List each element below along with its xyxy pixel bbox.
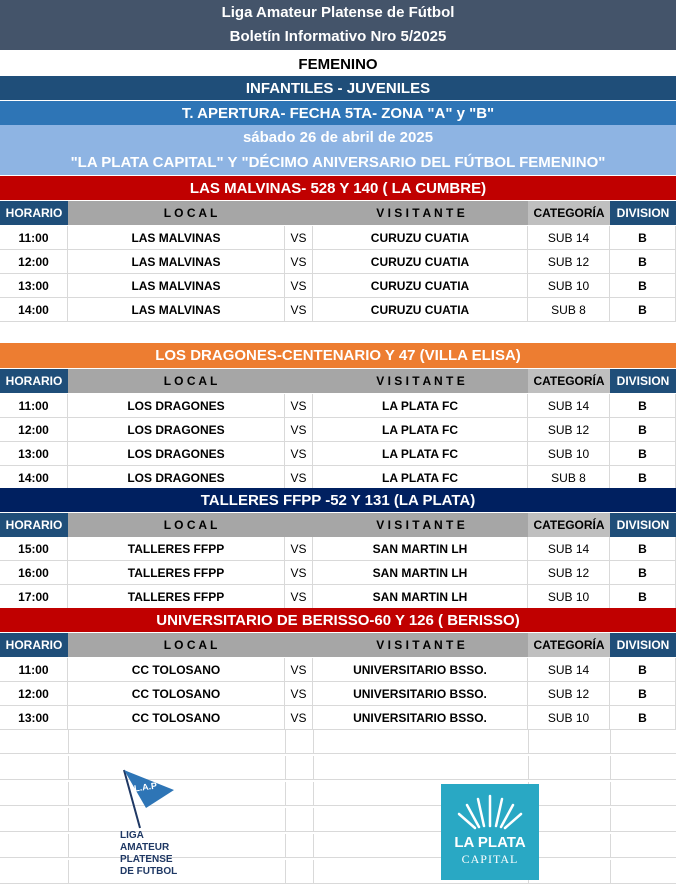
la-plata-capital-logo bbox=[441, 784, 539, 880]
col-division: DIVISION bbox=[610, 513, 676, 537]
match-division: B bbox=[610, 418, 676, 442]
match-time: 13:00 bbox=[0, 442, 68, 466]
match-time: 16:00 bbox=[0, 561, 68, 585]
match-division: B bbox=[610, 585, 676, 609]
empty-row bbox=[0, 834, 676, 858]
table-row bbox=[0, 658, 676, 682]
date-label: sábado 26 de abril de 2025 bbox=[0, 125, 676, 150]
bulletin-number: Boletín Informativo Nro 5/2025 bbox=[229, 28, 447, 45]
col-visitante: V I S I T A N T E bbox=[376, 518, 465, 532]
home-team: LOS DRAGONES bbox=[68, 466, 285, 490]
match-category: SUB 8 bbox=[528, 466, 610, 490]
bulletin-title bbox=[0, 0, 676, 50]
empty-row bbox=[0, 782, 676, 806]
match-division: B bbox=[610, 298, 676, 322]
match-category: SUB 12 bbox=[528, 561, 610, 585]
vs-label: VS bbox=[285, 274, 313, 298]
match-time: 13:00 bbox=[0, 706, 68, 730]
match-division: B bbox=[610, 561, 676, 585]
col-local: L O C A L bbox=[163, 206, 218, 220]
vs-label: VS bbox=[285, 298, 313, 322]
match-division: B bbox=[610, 706, 676, 730]
table-row bbox=[0, 226, 676, 250]
away-team: CURUZU CUATIA bbox=[313, 298, 528, 322]
match-division: B bbox=[610, 658, 676, 682]
match-category: SUB 14 bbox=[528, 226, 610, 250]
col-categoria: CATEGORÍA bbox=[528, 513, 610, 537]
col-horario: HORARIO bbox=[0, 201, 68, 225]
col-division: DIVISION bbox=[610, 369, 676, 393]
col-local: L O C A L bbox=[163, 518, 218, 532]
match-time: 17:00 bbox=[0, 585, 68, 609]
lap-flag-text: L.A.P bbox=[133, 780, 158, 794]
venue-title-4: UNIVERSITARIO DE BERISSO-60 Y 126 ( BERISSO) bbox=[0, 608, 676, 632]
lap-text-3: PLATENSE bbox=[120, 854, 173, 865]
match-time: 11:00 bbox=[0, 394, 68, 418]
table-row bbox=[0, 537, 676, 561]
col-categoria: CATEGORÍA bbox=[528, 201, 610, 225]
col-categoria: CATEGORÍA bbox=[528, 633, 610, 657]
column-header-3 bbox=[0, 513, 676, 537]
match-division: B bbox=[610, 682, 676, 706]
table-row bbox=[0, 585, 676, 609]
level-label: INFANTILES - JUVENILES bbox=[0, 76, 676, 100]
col-visitante: V I S I T A N T E bbox=[376, 206, 465, 220]
column-header-1 bbox=[0, 201, 676, 225]
venue-title-3: TALLERES FFPP -52 Y 131 (LA PLATA) bbox=[0, 488, 676, 512]
match-category: SUB 10 bbox=[528, 706, 610, 730]
col-local: L O C A L bbox=[163, 374, 218, 388]
away-team: UNIVERSITARIO BSSO. bbox=[313, 682, 528, 706]
table-row bbox=[0, 394, 676, 418]
table-row bbox=[0, 418, 676, 442]
col-horario: HORARIO bbox=[0, 633, 68, 657]
home-team: LAS MALVINAS bbox=[68, 274, 285, 298]
match-time: 11:00 bbox=[0, 226, 68, 250]
match-category: SUB 8 bbox=[528, 298, 610, 322]
match-time: 12:00 bbox=[0, 682, 68, 706]
table-row bbox=[0, 298, 676, 322]
league-name: Liga Amateur Platense de Fútbol bbox=[221, 4, 455, 21]
vs-label: VS bbox=[285, 442, 313, 466]
venue-title-2: LOS DRAGONES-CENTENARIO Y 47 (VILLA ELISA) bbox=[0, 343, 676, 368]
empty-row bbox=[0, 730, 676, 754]
away-team: CURUZU CUATIA bbox=[313, 250, 528, 274]
lap-text-1: LIGA bbox=[120, 830, 144, 841]
table-row bbox=[0, 682, 676, 706]
match-time: 12:00 bbox=[0, 418, 68, 442]
empty-row bbox=[0, 756, 676, 780]
col-horario: HORARIO bbox=[0, 369, 68, 393]
table-row bbox=[0, 561, 676, 585]
home-team: LOS DRAGONES bbox=[68, 418, 285, 442]
match-time: 11:00 bbox=[0, 658, 68, 682]
match-time: 13:00 bbox=[0, 274, 68, 298]
column-header-2 bbox=[0, 369, 676, 393]
away-team: LA PLATA FC bbox=[313, 466, 528, 490]
home-team: CC TOLOSANO bbox=[68, 706, 285, 730]
table-row bbox=[0, 706, 676, 730]
table-row bbox=[0, 466, 676, 490]
match-category: SUB 10 bbox=[528, 585, 610, 609]
away-team: UNIVERSITARIO BSSO. bbox=[313, 706, 528, 730]
table-row bbox=[0, 250, 676, 274]
away-team: SAN MARTIN LH bbox=[313, 585, 528, 609]
vs-label: VS bbox=[285, 394, 313, 418]
match-time: 14:00 bbox=[0, 298, 68, 322]
match-category: SUB 12 bbox=[528, 418, 610, 442]
lap-text-2: AMATEUR bbox=[120, 842, 170, 853]
home-team: LOS DRAGONES bbox=[68, 394, 285, 418]
away-team: CURUZU CUATIA bbox=[313, 226, 528, 250]
match-division: B bbox=[610, 394, 676, 418]
away-team: SAN MARTIN LH bbox=[313, 561, 528, 585]
table-row bbox=[0, 442, 676, 466]
vs-label: VS bbox=[285, 250, 313, 274]
empty-row bbox=[0, 808, 676, 832]
col-horario: HORARIO bbox=[0, 513, 68, 537]
lap-text-4: DE FUTBOL bbox=[120, 866, 178, 877]
category-label: FEMENINO bbox=[0, 52, 676, 76]
vs-label: VS bbox=[285, 706, 313, 730]
vs-label: VS bbox=[285, 466, 313, 490]
tournament-label: T. APERTURA- FECHA 5TA- ZONA "A" y "B" bbox=[0, 101, 676, 125]
vs-label: VS bbox=[285, 585, 313, 609]
empty-row bbox=[0, 860, 676, 884]
away-team: SAN MARTIN LH bbox=[313, 537, 528, 561]
motto-label: "LA PLATA CAPITAL" Y "DÉCIMO ANIVERSARIO DEL FÚTBOL FEMENINO" bbox=[0, 150, 676, 175]
col-visitante: V I S I T A N T E bbox=[376, 638, 465, 652]
vs-label: VS bbox=[285, 418, 313, 442]
vs-label: VS bbox=[285, 561, 313, 585]
match-time: 14:00 bbox=[0, 466, 68, 490]
match-division: B bbox=[610, 442, 676, 466]
home-team: LAS MALVINAS bbox=[68, 298, 285, 322]
home-team: CC TOLOSANO bbox=[68, 658, 285, 682]
home-team: LAS MALVINAS bbox=[68, 226, 285, 250]
flag-icon bbox=[118, 768, 178, 830]
match-category: SUB 14 bbox=[528, 658, 610, 682]
away-team: CURUZU CUATIA bbox=[313, 274, 528, 298]
match-category: SUB 14 bbox=[528, 537, 610, 561]
city-line-1: LA PLATA bbox=[454, 834, 526, 851]
match-category: SUB 12 bbox=[528, 250, 610, 274]
home-team: LAS MALVINAS bbox=[68, 250, 285, 274]
match-division: B bbox=[610, 466, 676, 490]
match-category: SUB 12 bbox=[528, 682, 610, 706]
city-line-2: CAPITAL bbox=[461, 852, 519, 866]
lap-logo bbox=[118, 768, 198, 888]
home-team: TALLERES FFPP bbox=[68, 561, 285, 585]
venue-title-1: LAS MALVINAS- 528 Y 140 ( LA CUMBRE) bbox=[0, 176, 676, 200]
away-team: UNIVERSITARIO BSSO. bbox=[313, 658, 528, 682]
col-division: DIVISION bbox=[610, 633, 676, 657]
match-division: B bbox=[610, 274, 676, 298]
vs-label: VS bbox=[285, 682, 313, 706]
match-division: B bbox=[610, 226, 676, 250]
match-category: SUB 10 bbox=[528, 442, 610, 466]
match-time: 12:00 bbox=[0, 250, 68, 274]
col-division: DIVISION bbox=[610, 201, 676, 225]
home-team: CC TOLOSANO bbox=[68, 682, 285, 706]
vs-label: VS bbox=[285, 226, 313, 250]
away-team: LA PLATA FC bbox=[313, 394, 528, 418]
home-team: TALLERES FFPP bbox=[68, 585, 285, 609]
away-team: LA PLATA FC bbox=[313, 442, 528, 466]
home-team: LOS DRAGONES bbox=[68, 442, 285, 466]
vs-label: VS bbox=[285, 658, 313, 682]
column-header-4 bbox=[0, 633, 676, 657]
match-time: 15:00 bbox=[0, 537, 68, 561]
col-visitante: V I S I T A N T E bbox=[376, 374, 465, 388]
match-division: B bbox=[610, 250, 676, 274]
match-category: SUB 10 bbox=[528, 274, 610, 298]
table-row bbox=[0, 274, 676, 298]
away-team: LA PLATA FC bbox=[313, 418, 528, 442]
col-local: L O C A L bbox=[163, 638, 218, 652]
vs-label: VS bbox=[285, 537, 313, 561]
home-team: TALLERES FFPP bbox=[68, 537, 285, 561]
match-division: B bbox=[610, 537, 676, 561]
col-categoria: CATEGORÍA bbox=[528, 369, 610, 393]
match-category: SUB 14 bbox=[528, 394, 610, 418]
sun-icon bbox=[441, 784, 539, 834]
